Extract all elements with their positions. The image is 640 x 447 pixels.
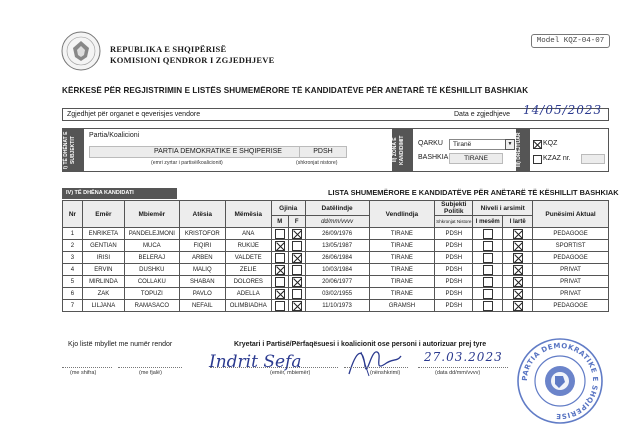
gender-f-cell (288, 228, 305, 240)
number-words-line[interactable] (118, 367, 182, 368)
edu-mesem-checkbox[interactable] (483, 301, 493, 311)
cell-datelindje[interactable]: 26/06/1984 (305, 252, 369, 264)
cell-emer[interactable]: IRISI (82, 252, 124, 264)
cell-atesia[interactable]: SHABAN (179, 276, 225, 288)
digits-caption: (me shifra) (70, 370, 97, 376)
edu-mesem-checkbox[interactable] (483, 229, 493, 239)
cell-emer[interactable]: ZAK (82, 288, 124, 300)
cell-subjekti[interactable]: PDSH (435, 240, 473, 252)
number-digits-line[interactable] (62, 367, 112, 368)
edu-larte-checkbox[interactable] (513, 229, 523, 239)
edu-mesem-cell (473, 276, 503, 288)
cell-subjekti[interactable]: PDSH (435, 276, 473, 288)
edu-larte-checkbox[interactable] (513, 265, 523, 275)
edu-mesem-cell (473, 288, 503, 300)
edu-mesem-checkbox[interactable] (483, 241, 493, 251)
candidate-row (63, 288, 609, 300)
cell-subjekti[interactable]: PDSH (435, 264, 473, 276)
signature-caption: (nënshkrimi) (370, 370, 401, 376)
election-date-value[interactable]: 14/05/2023 (523, 103, 603, 117)
candidate-row (63, 252, 609, 264)
gender-m-cell (271, 264, 288, 276)
cell-atesia[interactable]: KRISTOFOR (179, 228, 225, 240)
edu-larte-checkbox[interactable] (513, 253, 523, 263)
gender-m-checkbox[interactable] (275, 277, 285, 287)
party-name-caption: (emri zyrtar i partisë/koalicionit) (151, 160, 223, 166)
edu-larte-checkbox[interactable] (513, 289, 523, 299)
edu-larte-checkbox[interactable] (513, 301, 523, 311)
bashkia-label: BASHKIA (418, 154, 449, 161)
cell-datelindje[interactable]: 13/05/1987 (305, 240, 369, 252)
cell-punesimi[interactable]: PRIVAT (533, 264, 609, 276)
cell-punesimi[interactable]: PRIVAT (533, 288, 609, 300)
edu-larte-cell (503, 264, 533, 276)
edu-mesem-cell (473, 264, 503, 276)
cell-punesimi[interactable]: SPORTIST (533, 240, 609, 252)
party-stamp (515, 336, 605, 426)
directed-band: III) DREJTUAR (516, 129, 530, 171)
edu-larte-cell (503, 288, 533, 300)
gender-m-cell (271, 228, 288, 240)
gender-f-checkbox[interactable] (292, 277, 302, 287)
gender-f-checkbox[interactable] (292, 229, 302, 239)
edu-mesem-cell (473, 240, 503, 252)
cell-memesia[interactable]: RUKIJE (225, 240, 271, 252)
cell-atesia[interactable]: ARBEN (179, 252, 225, 264)
gender-f-checkbox[interactable] (292, 241, 302, 251)
col-nr: Nr (63, 201, 83, 228)
cell-memesia[interactable]: ZELIE (225, 264, 271, 276)
cell-mbiemer[interactable]: COLLAKU (124, 276, 179, 288)
cell-emer[interactable]: MIRLINDA (82, 276, 124, 288)
edu-mesem-checkbox[interactable] (483, 253, 493, 263)
candidate-row (63, 228, 609, 240)
election-type-label: Zgjedhjet për organet e qeverisjes vendore (67, 111, 201, 118)
gender-f-checkbox[interactable] (292, 253, 302, 263)
kzaz-checkbox[interactable] (533, 155, 542, 164)
candidate-list-title: LISTA SHUMEMËRORE E KANDIDATËVE PËR ANËTARË TË KËSHILLIT BASHKIAK (328, 188, 619, 197)
cell-subjekti[interactable]: PDSH (435, 300, 473, 312)
model-code: Model KQZ-04-07 (531, 34, 610, 48)
col-arsimi-mesem: I mesëm (473, 216, 503, 228)
cell-vendlindja[interactable]: GRAMSH (369, 300, 435, 312)
document-title: KËRKESË PËR REGJISTRIMIN E LISTËS SHUMEMËRORE TË KANDIDATËVE PËR ANËTARË TË KËSHILLIT BASHKIAK (62, 86, 529, 95)
gender-m-checkbox[interactable] (275, 241, 285, 251)
org-line-1: REPUBLIKA E SHQIPËRISË (110, 44, 227, 54)
edu-larte-cell (503, 300, 533, 312)
zone-band: II) ZONA E KANDIDIMIT (392, 129, 413, 171)
cell-datelindje[interactable]: 10/03/1984 (305, 264, 369, 276)
col-mbiemer: Mbiemër (124, 201, 179, 228)
gender-f-checkbox[interactable] (292, 265, 302, 275)
col-punesimi: Punësimi Aktual (533, 201, 609, 228)
gender-f-cell (288, 264, 305, 276)
cell-memesia[interactable]: DOLORES (225, 276, 271, 288)
cell-memesia[interactable]: ADELLA (225, 288, 271, 300)
qarku-select[interactable] (449, 139, 515, 150)
gender-m-checkbox[interactable] (275, 289, 285, 299)
name-caption: (emër, mbiemër) (270, 370, 311, 376)
edu-mesem-cell (473, 300, 503, 312)
col-emer: Emër (82, 201, 124, 228)
party-abbr-field[interactable]: PDSH (299, 146, 347, 158)
candidate-row (63, 240, 609, 252)
gender-m-cell (271, 252, 288, 264)
election-date-label: Data e zgjedhjeve (454, 111, 511, 118)
subject-band: I) TË DHËNAT E SUBJEKTIT (63, 129, 84, 171)
cell-punesimi[interactable]: PEDAGOGE (533, 300, 609, 312)
cell-atesia[interactable]: NEFAIL (179, 300, 225, 312)
candidate-section-tab: IV) TË DHËNA KANDIDATI (62, 188, 177, 199)
gender-m-cell (271, 240, 288, 252)
col-gjinia: Gjinia (271, 201, 305, 216)
qarku-label: QARKU (418, 140, 443, 147)
gender-m-cell (271, 288, 288, 300)
cell-nr[interactable]: 5 (63, 276, 83, 288)
cell-emer[interactable]: ENRIKETA (82, 228, 124, 240)
gender-m-cell (271, 300, 288, 312)
col-gjinia-m: M (271, 216, 288, 228)
cell-datelindje[interactable]: 26/09/1976 (305, 228, 369, 240)
edu-larte-checkbox[interactable] (513, 277, 523, 287)
col-subjekti: Subjekti Politik (435, 201, 473, 216)
cell-memesia[interactable]: VALDETE (225, 252, 271, 264)
cell-vendlindja[interactable]: TIRANE (369, 288, 435, 300)
candidate-table (62, 200, 609, 312)
date-line[interactable] (418, 367, 508, 368)
emblem-logo (60, 30, 102, 72)
edu-larte-cell (503, 228, 533, 240)
cell-emer[interactable]: LILJANA (82, 300, 124, 312)
election-row (62, 103, 609, 121)
cell-vendlindja[interactable]: TIRANE (369, 264, 435, 276)
sign-date-value[interactable]: 27.03.2023 (424, 350, 503, 364)
cell-nr[interactable]: 6 (63, 288, 83, 300)
cell-datelindje[interactable]: 11/10/1973 (305, 300, 369, 312)
cell-punesimi[interactable]: PEDAGOGE (533, 228, 609, 240)
cell-atesia[interactable]: MALIQ (179, 264, 225, 276)
col-vendlindja: Vendlindja (369, 201, 435, 228)
cell-nr[interactable]: 2 (63, 240, 83, 252)
gender-f-cell (288, 240, 305, 252)
candidate-row (63, 264, 609, 276)
gender-f-cell (288, 288, 305, 300)
cell-mbiemer[interactable]: BELERAJ (124, 252, 179, 264)
org-line-2: KOMISIONI QENDROR I ZGJEDHJEVE (110, 55, 275, 65)
edu-mesem-checkbox[interactable] (483, 277, 493, 287)
kzaz-label: KZAZ nr. (543, 155, 571, 162)
col-arsimi: Niveli i arsimit (473, 201, 533, 216)
handwritten-name: Indrit Sefa (209, 352, 302, 372)
party-name-field[interactable]: PARTIA DEMOKRATIKE E SHQIPERISE (89, 146, 347, 158)
cell-punesimi[interactable]: PRIVAT (533, 276, 609, 288)
name-line[interactable] (210, 367, 338, 368)
gender-m-cell (271, 276, 288, 288)
gender-m-checkbox[interactable] (275, 301, 285, 311)
cell-memesia[interactable]: OLIMBIADHA (225, 300, 271, 312)
cell-subjekti[interactable]: PDSH (435, 228, 473, 240)
gender-f-cell (288, 276, 305, 288)
gender-m-checkbox[interactable] (275, 265, 285, 275)
subject-section (62, 128, 609, 172)
col-memesia: Mëmësia (225, 201, 271, 228)
cell-datelindje[interactable]: 03/02/1955 (305, 288, 369, 300)
party-abbr-caption: (shkronjat nistore) (296, 160, 338, 166)
cell-subjekti[interactable]: PDSH (435, 252, 473, 264)
cell-mbiemer[interactable]: PANDELEJMONI (124, 228, 179, 240)
chevron-down-icon[interactable]: ▼ (505, 139, 515, 150)
cell-mbiemer[interactable]: MUCA (124, 240, 179, 252)
words-caption: (me fjalë) (139, 370, 162, 376)
col-arsimi-larte: I lartë (503, 216, 533, 228)
cell-vendlindja[interactable]: TIRANE (369, 276, 435, 288)
gender-f-cell (288, 300, 305, 312)
kzaz-number-field[interactable] (581, 154, 605, 164)
cell-memesia[interactable]: ANA (225, 228, 271, 240)
edu-mesem-checkbox[interactable] (483, 265, 493, 275)
col-datelindje-format: dd/mm/vvvv (305, 216, 369, 228)
gender-m-checkbox[interactable] (275, 229, 285, 239)
stamp-text: PARTIA DEMOKRATIKE E SHQIPERISE (520, 341, 600, 421)
edu-larte-checkbox[interactable] (513, 241, 523, 251)
cell-emer[interactable]: GENTIAN (82, 240, 124, 252)
cell-nr[interactable]: 7 (63, 300, 83, 312)
edu-larte-cell (503, 276, 533, 288)
gender-f-cell (288, 252, 305, 264)
qarku-value: Tiranë (453, 141, 472, 148)
cell-mbiemer[interactable]: DUSHKU (124, 264, 179, 276)
party-label: Partia/Koalicioni (89, 132, 140, 139)
cell-mbiemer[interactable]: RAMASACO (124, 300, 179, 312)
authorized-person-label: Kryetari i Partisë/Përfaqësuesi i koalicionit ose personi i autorizuar prej tyre (234, 341, 487, 348)
closing-number-label: Kjo listë mbyllet me numër rendor (68, 341, 173, 348)
col-subjekti-sub: Shkronjat Nistore (435, 216, 473, 228)
edu-larte-cell (503, 240, 533, 252)
cell-atesia[interactable]: PAVLO (179, 288, 225, 300)
cell-datelindje[interactable]: 20/06/1977 (305, 276, 369, 288)
cell-emer[interactable]: ERVIN (82, 264, 124, 276)
cell-subjekti[interactable]: PDSH (435, 288, 473, 300)
kqz-label: KQZ (543, 140, 558, 147)
cell-nr[interactable]: 3 (63, 252, 83, 264)
candidate-row (63, 276, 609, 288)
gender-f-checkbox[interactable] (292, 289, 302, 299)
cell-punesimi[interactable]: PEDAGOGE (533, 252, 609, 264)
edu-mesem-cell (473, 228, 503, 240)
edu-mesem-cell (473, 252, 503, 264)
gender-f-checkbox[interactable] (292, 301, 302, 311)
signature-line[interactable] (344, 367, 408, 368)
organization-name (110, 44, 274, 66)
cell-vendlindja[interactable]: TIRANE (369, 240, 435, 252)
cell-nr[interactable]: 4 (63, 264, 83, 276)
col-gjinia-f: F (288, 216, 305, 228)
edu-mesem-checkbox[interactable] (483, 289, 493, 299)
cell-atesia[interactable]: FIQIRI (179, 240, 225, 252)
gender-m-checkbox[interactable] (275, 253, 285, 263)
cell-vendlindja[interactable]: TIRANE (369, 228, 435, 240)
candidate-row (63, 300, 609, 312)
date-caption: (data dd/mm/vvvv) (435, 370, 481, 376)
edu-larte-cell (503, 252, 533, 264)
cell-nr[interactable]: 1 (63, 228, 83, 240)
kqz-checkbox[interactable] (533, 140, 542, 149)
col-datelindje: Datëlindje (305, 201, 369, 216)
cell-mbiemer[interactable]: TOPUZI (124, 288, 179, 300)
bashkia-field[interactable]: TIRANE (449, 153, 503, 164)
cell-vendlindja[interactable]: TIRANE (369, 252, 435, 264)
col-atesia: Atësia (179, 201, 225, 228)
